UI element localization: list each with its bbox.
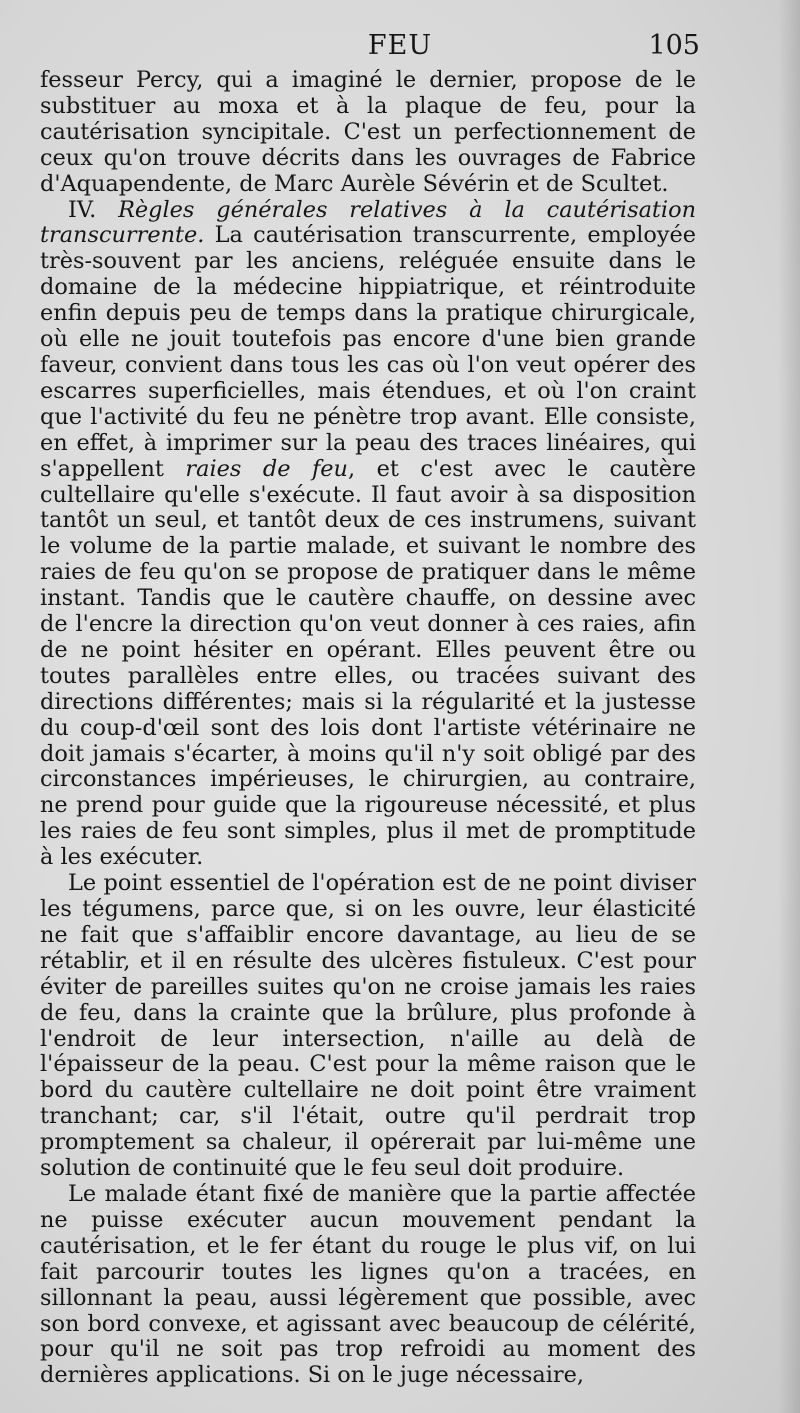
paragraph-operation: Le point essentiel de l'opération est de ne point diviser les tégumens, parce que, si on les ouvre, leur élasticité ne fait que s'affaiblir encore davantage, au lieu de se rétablir, et il en résulte des ulcères fistuleux. C'est pour éviter de pareilles suites qu'on ne croise jamais les raies de feu, dans la crainte que la brûlure, plus profonde à l'endroit de leur intersection, n'aille au delà de l'épaisseur de la peau. C'est pour la même raison que le bord du cautère cultellaire ne doit point être vraiment tranchant; car, s'il l'était, outre qu'il perdrait trop promptement sa chaleur, il opérerait par lui-même une solution de continuité que le feu seul doit produire. [40,870,696,1182]
body-text [40,68,696,1389]
section-heading: Règles générales relatives à la cautérisation transcurrente. [40,196,696,249]
section-numeral: IV. [68,196,97,223]
term-raies-de-feu: raies de feu [185,455,348,482]
page-number: 105 [648,30,700,61]
paragraph-section-iv [40,198,696,872]
page-edge-shadow [778,0,800,1413]
page-header [0,30,800,66]
paragraph-text: , et c'est avec le cautère cultellaire qu'elle s'exécute. Il faut avoir à sa disposition tantôt un seul, et tantôt deux de ces instrumens, suivant le volume de la partie malade, et suivant le nombre des raies de feu qu'on se propose de pratiquer dans le même instant. Tandis que le cautère chauffe, on dessine avec de l'encre la direction qu'on veut donner à ces raies, afin de ne point hésiter en opérant. Elles peuvent être ou toutes parallèles entre elles, ou tracées suivant des directions différentes; mais si la régularité et la justesse du coup-d'œil sont des lois dont l'artiste vétérinaire ne doit jamais s'écarter, à moins qu'il n'y soit obligé par des circonstances impérieuses, le chirurgien, au contraire, ne prend pour guide que la rigoureuse nécessité, et plus les raies de feu sont simples, plus il met de promptitude à les exécuter. [40,455,696,871]
paragraph-text: La cautérisation transcurrente, employée très-souvent par les anciens, reléguée ensuite dans le domaine de la médecine hippiatrique, et réintroduite enfin depuis peu de temps dans la pratique chirurgicale, où elle ne jouit toutefois pas encore d'une bien grande faveur, convient dans tous les cas où l'on veut opérer des escarres superficielles, mais étendues, et où l'on craint que l'activité du feu ne pénètre trop avant. Elle consiste, en effet, à imprimer sur la peau des traces linéaires, qui s'appellent [40,222,696,482]
paragraph-procedure: Le malade étant fixé de manière que la partie affectée ne puisse exécuter aucun mouvement pendant la cautérisation, et le fer étant du rouge le plus vif, on lui fait parcourir toutes les lignes qu'on a tracées, en sillonnant la peau, aussi légèrement que possible, avec son bord convexe, et agissant avec beaucoup de célérité, pour qu'il ne soit pas trop refroidi au moment des dernières applications. Si on le juge nécessaire, [40,1180,696,1389]
running-title: FEU [367,30,433,61]
paragraph-continuation: fesseur Percy, qui a imaginé le dernier, propose de le substituer au moxa et à la plaque de feu, pour la cautérisation syncipitale. C'est un perfectionnement de ceux qu'on trouve décrits dans les ouvrages de Fabrice d'Aquapendente, de Marc Aurèle Sévérin et de Scultet. [40,67,696,197]
